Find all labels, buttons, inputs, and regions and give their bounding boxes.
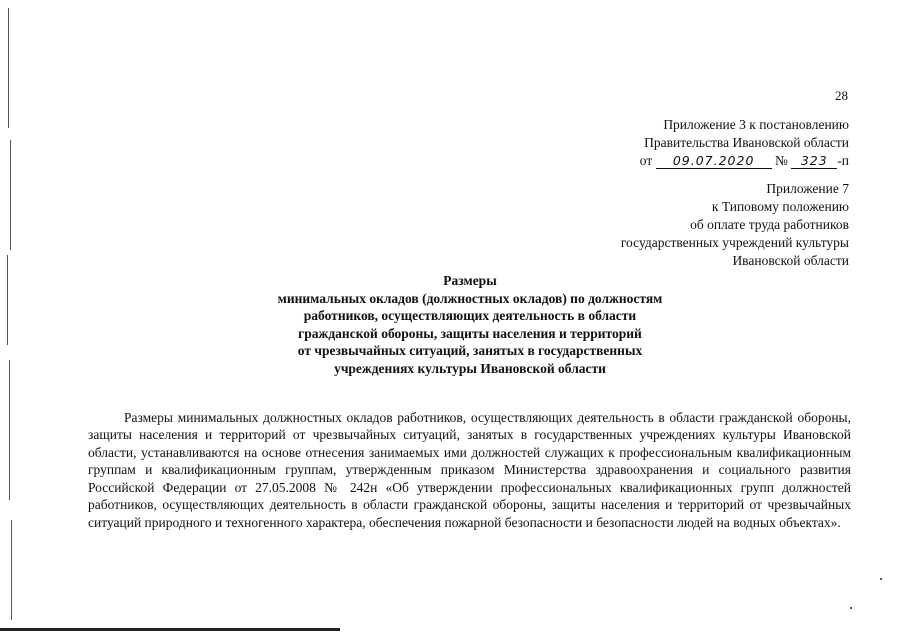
scan-edge-mark — [8, 8, 9, 128]
scan-edge-mark — [7, 255, 8, 345]
scan-edge-mark — [9, 360, 10, 500]
title-line: учреждениях культуры Ивановской области — [334, 360, 606, 376]
document-title — [230, 272, 710, 377]
scan-speck — [850, 607, 852, 609]
appendix-header — [640, 116, 849, 170]
scan-edge-mark — [11, 520, 12, 620]
appendix-7-line: государственных учреждений культуры — [620, 235, 849, 250]
title-line: Размеры — [443, 273, 497, 288]
title-line: минимальных окладов (должностных окладов) по должностям — [277, 290, 663, 306]
appendix-7-line: об оплате труда работников — [690, 217, 849, 232]
appendix-7-line: Ивановской области — [732, 253, 849, 268]
page-number: 28 — [835, 88, 848, 103]
appendix-7-block — [621, 180, 849, 270]
from-label: от — [639, 153, 653, 168]
title-line: гражданской обороны, защиты населения и территорий — [298, 325, 642, 341]
scan-bottom-line — [0, 628, 340, 631]
appendix-7-line: к Типовому положению — [711, 199, 849, 214]
number-suffix: -п — [837, 153, 849, 168]
handwritten-date: 09.07.2020 — [656, 154, 772, 169]
title-line: от чрезвычайных ситуаций, занятых в государственных — [297, 343, 643, 358]
number-label: № — [775, 153, 788, 168]
handwritten-number: 323 — [791, 154, 837, 169]
appendix-date-line — [640, 152, 849, 170]
appendix-header-line: Приложение 3 к постановлению — [663, 117, 849, 132]
scan-edge-mark — [10, 140, 11, 250]
appendix-7-line: Приложение 7 — [766, 181, 849, 196]
appendix-header-line: Правительства Ивановской области — [644, 135, 849, 150]
title-line: работников, осуществляющих деятельность в области — [303, 308, 637, 323]
scan-speck — [880, 578, 882, 580]
body-paragraph: Размеры минимальных должностных окладов работников, осуществляющих деятельность в области гражданской обороны, защиты населения и территорий от чрезвычайных ситуаций, занятых в государственных учреждениях культуры Ивановской области, устанавливаются на основе отнесения занимаемых ими должностей служащих к профессиональным квалификационным группам и квалификационным группам, утвержденным приказом Министерства здравоохранения и социального развития Российской Федерации от 27.05.2008 № 242н «Об утверждении профессиональных квалификационных групп должностей работников, осуществляющих деятельность в области гражданской обороны, защиты населения и территорий от чрезвычайных ситуаций природного и техногенного характера, обеспечения пожарной безопасности и безопасности людей на водных объектах». — [88, 409, 851, 530]
